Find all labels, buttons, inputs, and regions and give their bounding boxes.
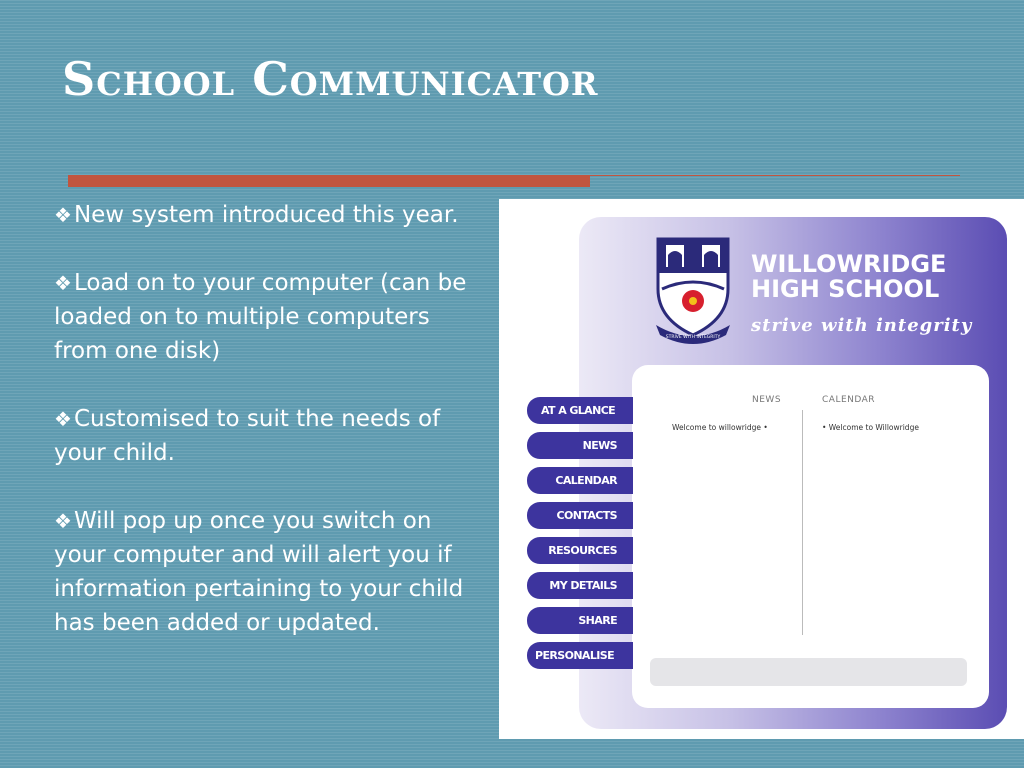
bullet-text: Load on to your computer (can be loaded on to multiple computers from one disk) [54, 270, 467, 364]
nav-tab-contacts[interactable]: CONTACTS [527, 502, 633, 529]
four-petal-diamond-icon: ❖ [54, 203, 72, 227]
nav-tab-resources[interactable]: RESOURCES [527, 537, 633, 564]
crest-banner-text: STRIVE WITH INTEGRITY [665, 335, 721, 340]
bullet-item [54, 402, 484, 470]
title-underline-bar [68, 175, 590, 187]
nav-tab-at-a-glance[interactable]: AT A GLANCE [527, 397, 633, 424]
four-petal-diamond-icon: ❖ [54, 509, 72, 533]
bullet-item [54, 266, 484, 368]
calendar-column-header[interactable]: CALENDAR [822, 395, 876, 405]
calendar-item[interactable]: • Welcome to Willowridge [822, 423, 919, 432]
school-name-line1: WILLOWRIDGE [751, 250, 947, 278]
content-panel [632, 365, 989, 708]
news-item[interactable]: Welcome to willowridge • [672, 423, 768, 432]
status-bar [650, 658, 967, 686]
bullet-text: New system introduced this year. [73, 202, 459, 228]
four-petal-diamond-icon: ❖ [54, 407, 72, 431]
bullet-text: Customised to suit the needs of your child. [54, 406, 441, 466]
school-crest-logo [654, 235, 732, 345]
school-motto: strive with integrity [751, 315, 973, 336]
bullet-item [54, 198, 484, 232]
school-name [751, 252, 946, 302]
app-screenshot [499, 199, 1024, 739]
app-window [579, 217, 1007, 729]
bullet-list [54, 198, 484, 674]
nav-tab-news[interactable]: NEWS [527, 432, 633, 459]
bullet-text: Will pop up once you switch on your computer and will alert you if information pertaining to your child has been added or updated. [54, 508, 464, 636]
nav-tab-personalise[interactable]: PERSONALISE [527, 642, 633, 669]
bullet-item [54, 504, 484, 640]
nav-tab-my-details[interactable]: MY DETAILS [527, 572, 633, 599]
four-petal-diamond-icon: ❖ [54, 271, 72, 295]
slide-title: School Communicator [62, 52, 599, 106]
school-name-line2: HIGH SCHOOL [751, 275, 940, 303]
news-column-header[interactable]: NEWS [752, 395, 782, 405]
title-underline-line [590, 175, 960, 176]
nav-tab-calendar[interactable]: CALENDAR [527, 467, 633, 494]
nav-tab-share[interactable]: SHARE [527, 607, 633, 634]
column-divider [802, 410, 803, 635]
